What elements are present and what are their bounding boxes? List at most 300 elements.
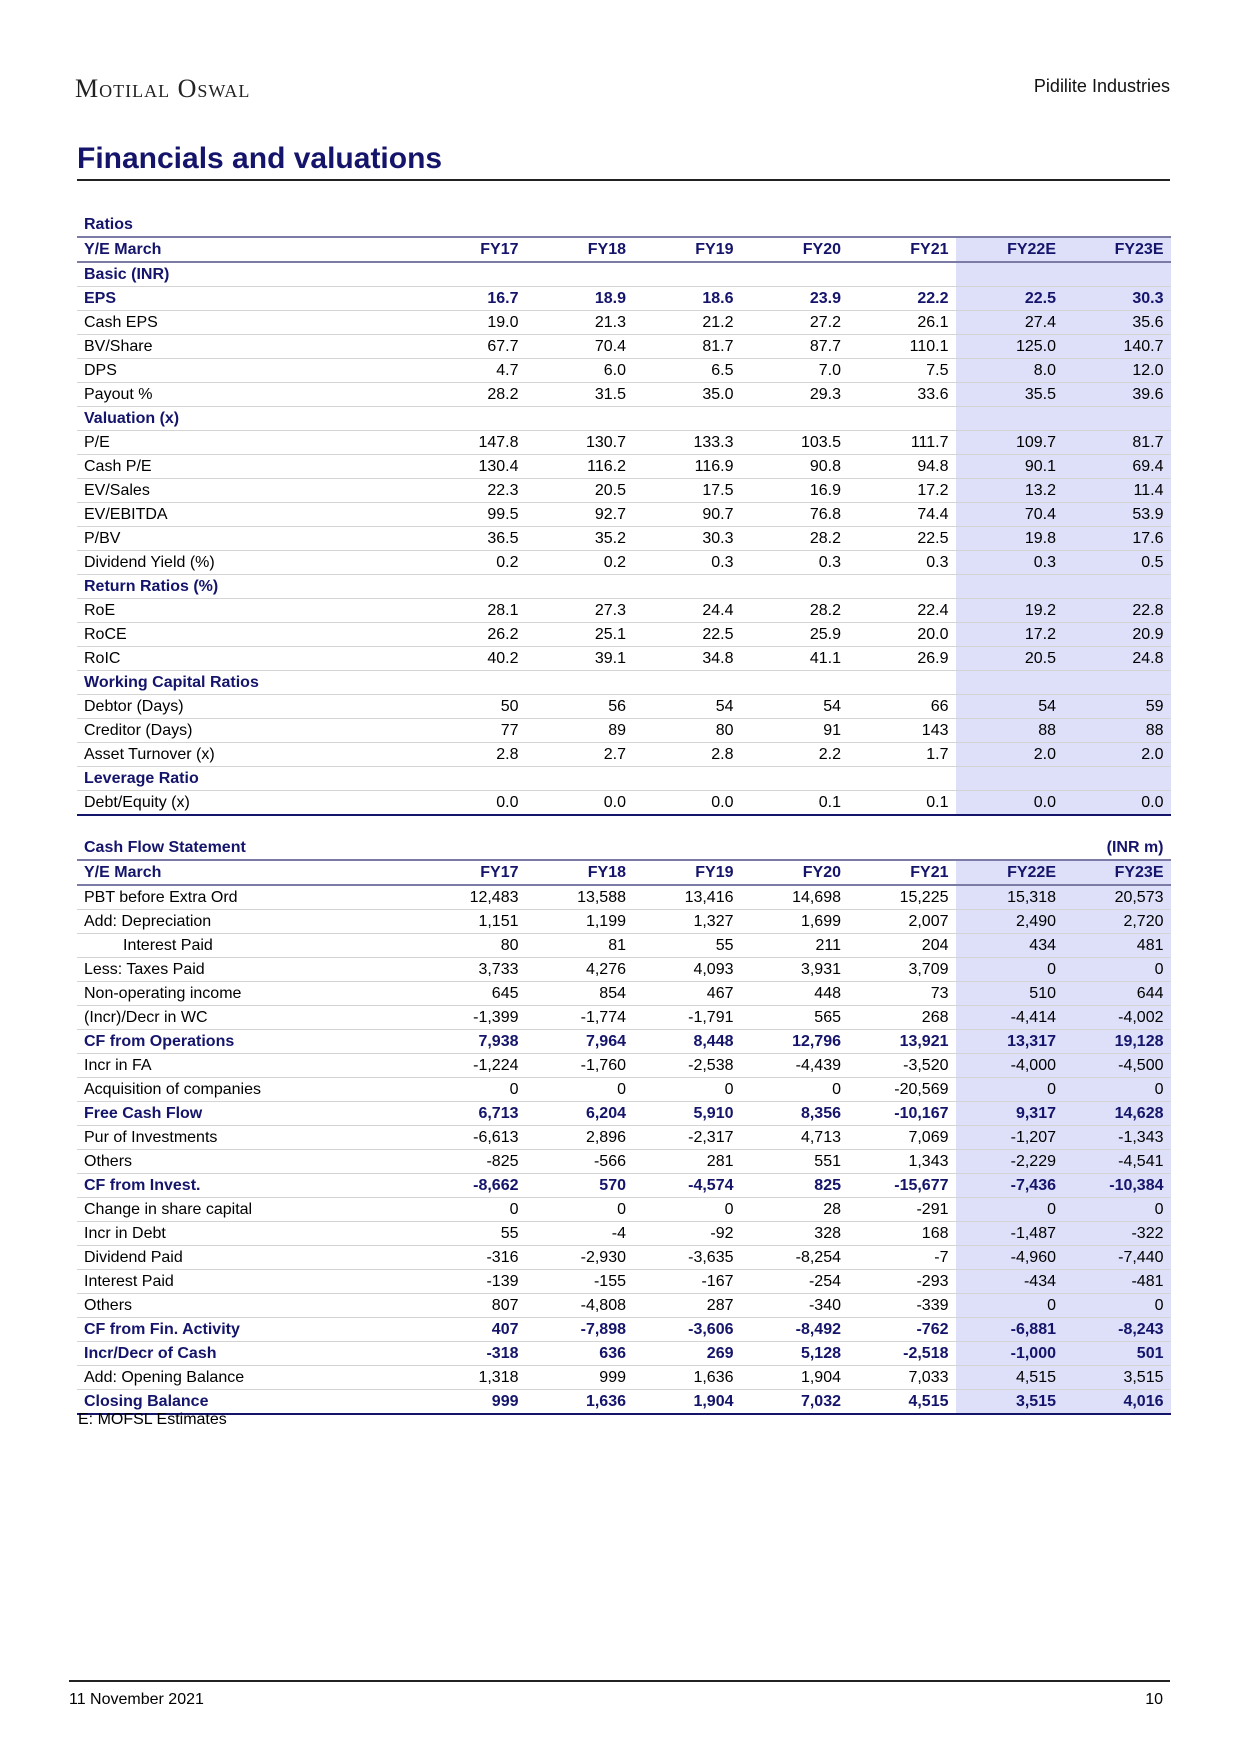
value-cell: 13,588 bbox=[526, 885, 634, 910]
value-cell: -10,384 bbox=[1063, 1174, 1171, 1198]
value-cell: -139 bbox=[418, 1270, 526, 1294]
value-cell: -6,881 bbox=[956, 1318, 1064, 1342]
value-cell: 0 bbox=[1063, 1198, 1171, 1222]
value-cell: 0 bbox=[526, 1078, 634, 1102]
value-cell: 19,128 bbox=[1063, 1030, 1171, 1054]
column-header: FY19 bbox=[633, 860, 741, 885]
value-cell bbox=[633, 407, 741, 431]
row-label: CF from Fin. Activity bbox=[77, 1318, 418, 1342]
value-cell: 448 bbox=[741, 982, 849, 1006]
row-label: Closing Balance bbox=[77, 1390, 418, 1415]
value-cell: -8,243 bbox=[1063, 1318, 1171, 1342]
value-cell: -434 bbox=[956, 1270, 1064, 1294]
value-cell: 30.3 bbox=[1063, 287, 1171, 311]
value-cell: 570 bbox=[526, 1174, 634, 1198]
value-cell: 18.6 bbox=[633, 287, 741, 311]
value-cell: 11.4 bbox=[1063, 479, 1171, 503]
row-label: Add: Opening Balance bbox=[77, 1366, 418, 1390]
value-cell bbox=[418, 407, 526, 431]
value-cell: 0.0 bbox=[418, 791, 526, 816]
row-label: Interest Paid bbox=[77, 1270, 418, 1294]
value-cell: -6,613 bbox=[418, 1126, 526, 1150]
value-cell: 825 bbox=[741, 1174, 849, 1198]
row-label: Add: Depreciation bbox=[77, 910, 418, 934]
value-cell: 12,796 bbox=[741, 1030, 849, 1054]
value-cell: -167 bbox=[633, 1270, 741, 1294]
row-label: Basic (INR) bbox=[77, 262, 418, 287]
empty-cell bbox=[633, 836, 741, 860]
table-row bbox=[77, 1366, 1171, 1390]
column-header: FY18 bbox=[526, 860, 634, 885]
value-cell: 13,921 bbox=[848, 1030, 956, 1054]
column-header: FY21 bbox=[848, 860, 956, 885]
table-row bbox=[77, 623, 1171, 647]
row-label: Acquisition of companies bbox=[77, 1078, 418, 1102]
table-row bbox=[77, 1102, 1171, 1126]
value-cell: 20.0 bbox=[848, 623, 956, 647]
row-label: Dividend Paid bbox=[77, 1246, 418, 1270]
value-cell: 2,720 bbox=[1063, 910, 1171, 934]
value-cell: 29.3 bbox=[741, 383, 849, 407]
value-cell: 551 bbox=[741, 1150, 849, 1174]
table-row bbox=[77, 311, 1171, 335]
table-row bbox=[77, 455, 1171, 479]
value-cell: 636 bbox=[526, 1342, 634, 1366]
value-cell: -4,414 bbox=[956, 1006, 1064, 1030]
value-cell: 39.1 bbox=[526, 647, 634, 671]
value-cell: 481 bbox=[1063, 934, 1171, 958]
value-cell: 17.2 bbox=[956, 623, 1064, 647]
value-cell: -1,000 bbox=[956, 1342, 1064, 1366]
value-cell bbox=[956, 407, 1064, 431]
value-cell bbox=[418, 262, 526, 287]
value-cell: 109.7 bbox=[956, 431, 1064, 455]
value-cell: 2,007 bbox=[848, 910, 956, 934]
value-cell: 6,713 bbox=[418, 1102, 526, 1126]
value-cell: -4,500 bbox=[1063, 1054, 1171, 1078]
table-row bbox=[77, 934, 1171, 958]
row-label: Incr in Debt bbox=[77, 1222, 418, 1246]
section-row bbox=[77, 767, 1171, 791]
value-cell: 999 bbox=[418, 1390, 526, 1415]
table-row bbox=[77, 791, 1171, 816]
value-cell: 54 bbox=[956, 695, 1064, 719]
value-cell bbox=[741, 262, 849, 287]
value-cell bbox=[418, 767, 526, 791]
value-cell: -7,436 bbox=[956, 1174, 1064, 1198]
row-label: Asset Turnover (x) bbox=[77, 743, 418, 767]
value-cell: 54 bbox=[741, 695, 849, 719]
row-label: RoE bbox=[77, 599, 418, 623]
value-cell: 90.1 bbox=[956, 455, 1064, 479]
cashflow-body bbox=[77, 836, 1171, 1414]
value-cell: 4,713 bbox=[741, 1126, 849, 1150]
value-cell: 0.1 bbox=[848, 791, 956, 816]
value-cell bbox=[418, 575, 526, 599]
value-cell: 7,964 bbox=[526, 1030, 634, 1054]
table-row bbox=[77, 1150, 1171, 1174]
value-cell: -1,760 bbox=[526, 1054, 634, 1078]
value-cell: 54 bbox=[633, 695, 741, 719]
value-cell: -155 bbox=[526, 1270, 634, 1294]
value-cell: 1,343 bbox=[848, 1150, 956, 1174]
value-cell bbox=[633, 767, 741, 791]
table-row bbox=[77, 1318, 1171, 1342]
value-cell: 17.6 bbox=[1063, 527, 1171, 551]
row-label: Payout % bbox=[77, 383, 418, 407]
column-header: FY18 bbox=[526, 237, 634, 262]
value-cell: 0.0 bbox=[633, 791, 741, 816]
value-cell: 16.7 bbox=[418, 287, 526, 311]
empty-cell bbox=[741, 836, 849, 860]
value-cell: 23.9 bbox=[741, 287, 849, 311]
value-cell: 6.5 bbox=[633, 359, 741, 383]
section-row bbox=[77, 262, 1171, 287]
column-header: Y/E March bbox=[77, 860, 418, 885]
value-cell: 4.7 bbox=[418, 359, 526, 383]
table-row bbox=[77, 431, 1171, 455]
value-cell: 20.5 bbox=[526, 479, 634, 503]
table-row bbox=[77, 719, 1171, 743]
value-cell: -1,487 bbox=[956, 1222, 1064, 1246]
table-row bbox=[77, 1294, 1171, 1318]
value-cell: 2.0 bbox=[1063, 743, 1171, 767]
value-cell: 74.4 bbox=[848, 503, 956, 527]
value-cell bbox=[526, 407, 634, 431]
value-cell: 28.1 bbox=[418, 599, 526, 623]
table-row bbox=[77, 982, 1171, 1006]
value-cell: 467 bbox=[633, 982, 741, 1006]
value-cell: 35.6 bbox=[1063, 311, 1171, 335]
value-cell: 1,636 bbox=[526, 1390, 634, 1415]
row-label: (Incr)/Decr in WC bbox=[77, 1006, 418, 1030]
value-cell: 90.8 bbox=[741, 455, 849, 479]
row-label: Interest Paid bbox=[77, 934, 418, 958]
value-cell: 25.1 bbox=[526, 623, 634, 647]
value-cell: -4,439 bbox=[741, 1054, 849, 1078]
empty-cell bbox=[418, 836, 526, 860]
table-row bbox=[77, 1078, 1171, 1102]
value-cell: 70.4 bbox=[956, 503, 1064, 527]
value-cell: 14,698 bbox=[741, 885, 849, 910]
value-cell: 19.0 bbox=[418, 311, 526, 335]
value-cell: 18.9 bbox=[526, 287, 634, 311]
table-row bbox=[77, 1246, 1171, 1270]
value-cell: 8.0 bbox=[956, 359, 1064, 383]
value-cell: 22.4 bbox=[848, 599, 956, 623]
row-label: Valuation (x) bbox=[77, 407, 418, 431]
row-label: DPS bbox=[77, 359, 418, 383]
value-cell: 6.0 bbox=[526, 359, 634, 383]
value-cell: 33.6 bbox=[848, 383, 956, 407]
value-cell: 39.6 bbox=[1063, 383, 1171, 407]
value-cell: 2.8 bbox=[633, 743, 741, 767]
table-row bbox=[77, 1006, 1171, 1030]
row-label: Return Ratios (%) bbox=[77, 575, 418, 599]
table-row bbox=[77, 479, 1171, 503]
value-cell: 4,093 bbox=[633, 958, 741, 982]
value-cell bbox=[848, 671, 956, 695]
value-cell: -20,569 bbox=[848, 1078, 956, 1102]
value-cell: 20.5 bbox=[956, 647, 1064, 671]
value-cell: 22.8 bbox=[1063, 599, 1171, 623]
row-label: CF from Operations bbox=[77, 1030, 418, 1054]
value-cell: 80 bbox=[633, 719, 741, 743]
value-cell: 24.4 bbox=[633, 599, 741, 623]
value-cell: 15,318 bbox=[956, 885, 1064, 910]
value-cell: 26.2 bbox=[418, 623, 526, 647]
row-label: Leverage Ratio bbox=[77, 767, 418, 791]
value-cell: -1,399 bbox=[418, 1006, 526, 1030]
row-label: Non-operating income bbox=[77, 982, 418, 1006]
value-cell: 20,573 bbox=[1063, 885, 1171, 910]
table-row bbox=[77, 1222, 1171, 1246]
value-cell: -1,343 bbox=[1063, 1126, 1171, 1150]
value-cell: 35.5 bbox=[956, 383, 1064, 407]
value-cell: 5,128 bbox=[741, 1342, 849, 1366]
value-cell: 287 bbox=[633, 1294, 741, 1318]
section-row bbox=[77, 407, 1171, 431]
value-cell: 125.0 bbox=[956, 335, 1064, 359]
footnote: E: MOFSL Estimates bbox=[78, 1411, 227, 1428]
table-row bbox=[77, 551, 1171, 575]
value-cell: 501 bbox=[1063, 1342, 1171, 1366]
value-cell: 28.2 bbox=[741, 527, 849, 551]
value-cell: 0 bbox=[956, 1198, 1064, 1222]
table-row bbox=[77, 1126, 1171, 1150]
ratios-table bbox=[77, 213, 1171, 816]
cashflow-table bbox=[77, 836, 1171, 1415]
value-cell: 1,151 bbox=[418, 910, 526, 934]
empty-cell bbox=[526, 836, 634, 860]
value-cell: 1.7 bbox=[848, 743, 956, 767]
row-label: Incr in FA bbox=[77, 1054, 418, 1078]
value-cell: -825 bbox=[418, 1150, 526, 1174]
empty-cell bbox=[633, 213, 741, 237]
value-cell: 281 bbox=[633, 1150, 741, 1174]
value-cell: 21.3 bbox=[526, 311, 634, 335]
value-cell bbox=[741, 575, 849, 599]
value-cell bbox=[848, 767, 956, 791]
row-label: Free Cash Flow bbox=[77, 1102, 418, 1126]
value-cell: 3,515 bbox=[1063, 1366, 1171, 1390]
value-cell: -8,254 bbox=[741, 1246, 849, 1270]
row-label: EPS bbox=[77, 287, 418, 311]
value-cell: -1,774 bbox=[526, 1006, 634, 1030]
value-cell: -254 bbox=[741, 1270, 849, 1294]
value-cell: 999 bbox=[526, 1366, 634, 1390]
table-row bbox=[77, 1030, 1171, 1054]
value-cell: 14,628 bbox=[1063, 1102, 1171, 1126]
value-cell: 55 bbox=[633, 934, 741, 958]
value-cell: 2,896 bbox=[526, 1126, 634, 1150]
value-cell: 88 bbox=[1063, 719, 1171, 743]
value-cell: 7,032 bbox=[741, 1390, 849, 1415]
value-cell: -291 bbox=[848, 1198, 956, 1222]
row-label: EV/EBITDA bbox=[77, 503, 418, 527]
company-name: Pidilite Industries bbox=[1033, 76, 1170, 96]
value-cell: 143 bbox=[848, 719, 956, 743]
value-cell bbox=[956, 262, 1064, 287]
value-cell: 0 bbox=[1063, 1078, 1171, 1102]
value-cell: 27.3 bbox=[526, 599, 634, 623]
value-cell: 2.2 bbox=[741, 743, 849, 767]
value-cell: 3,515 bbox=[956, 1390, 1064, 1415]
value-cell: 4,016 bbox=[1063, 1390, 1171, 1415]
value-cell: 269 bbox=[633, 1342, 741, 1366]
value-cell: 30.3 bbox=[633, 527, 741, 551]
value-cell: 8,356 bbox=[741, 1102, 849, 1126]
value-cell: -10,167 bbox=[848, 1102, 956, 1126]
value-cell: 0 bbox=[1063, 958, 1171, 982]
value-cell: 13,317 bbox=[956, 1030, 1064, 1054]
value-cell: 0 bbox=[741, 1078, 849, 1102]
row-label: Dividend Yield (%) bbox=[77, 551, 418, 575]
value-cell: -8,492 bbox=[741, 1318, 849, 1342]
value-cell: 28 bbox=[741, 1198, 849, 1222]
value-cell: 434 bbox=[956, 934, 1064, 958]
value-cell: 31.5 bbox=[526, 383, 634, 407]
value-cell: 89 bbox=[526, 719, 634, 743]
column-header: FY23E bbox=[1063, 860, 1171, 885]
value-cell: 41.1 bbox=[741, 647, 849, 671]
value-cell: 55 bbox=[418, 1222, 526, 1246]
empty-cell bbox=[848, 836, 956, 860]
value-cell bbox=[1063, 671, 1171, 695]
table-title-row bbox=[77, 836, 1171, 860]
table-row bbox=[77, 599, 1171, 623]
value-cell: 66 bbox=[848, 695, 956, 719]
table-row bbox=[77, 359, 1171, 383]
value-cell: 328 bbox=[741, 1222, 849, 1246]
value-cell: 91 bbox=[741, 719, 849, 743]
value-cell: -8,662 bbox=[418, 1174, 526, 1198]
value-cell bbox=[956, 575, 1064, 599]
value-cell: 110.1 bbox=[848, 335, 956, 359]
value-cell: 1,327 bbox=[633, 910, 741, 934]
value-cell: 87.7 bbox=[741, 335, 849, 359]
value-cell: 1,904 bbox=[741, 1366, 849, 1390]
value-cell: -2,538 bbox=[633, 1054, 741, 1078]
value-cell: 36.5 bbox=[418, 527, 526, 551]
value-cell: 0.3 bbox=[741, 551, 849, 575]
value-cell: 3,709 bbox=[848, 958, 956, 982]
row-label: Cash EPS bbox=[77, 311, 418, 335]
value-cell: 0.0 bbox=[526, 791, 634, 816]
table-row bbox=[77, 647, 1171, 671]
value-cell: 0.3 bbox=[633, 551, 741, 575]
row-label: RoCE bbox=[77, 623, 418, 647]
value-cell: 0.0 bbox=[1063, 791, 1171, 816]
empty-cell bbox=[956, 213, 1064, 237]
value-cell: -4,002 bbox=[1063, 1006, 1171, 1030]
row-label: Creditor (Days) bbox=[77, 719, 418, 743]
value-cell bbox=[633, 262, 741, 287]
value-cell: 4,515 bbox=[956, 1366, 1064, 1390]
value-cell: 3,931 bbox=[741, 958, 849, 982]
value-cell: 50 bbox=[418, 695, 526, 719]
value-cell: 0 bbox=[1063, 1294, 1171, 1318]
value-cell: 69.4 bbox=[1063, 455, 1171, 479]
value-cell: 0.0 bbox=[956, 791, 1064, 816]
value-cell: 19.2 bbox=[956, 599, 1064, 623]
value-cell: -2,229 bbox=[956, 1150, 1064, 1174]
row-label: PBT before Extra Ord bbox=[77, 885, 418, 910]
value-cell bbox=[633, 575, 741, 599]
table-row bbox=[77, 695, 1171, 719]
value-cell: 9,317 bbox=[956, 1102, 1064, 1126]
value-cell: 645 bbox=[418, 982, 526, 1006]
value-cell: 644 bbox=[1063, 982, 1171, 1006]
value-cell bbox=[956, 767, 1064, 791]
row-label: Incr/Decr of Cash bbox=[77, 1342, 418, 1366]
value-cell: 81 bbox=[526, 934, 634, 958]
value-cell: 0 bbox=[418, 1198, 526, 1222]
page-number: 10 bbox=[1145, 1691, 1163, 1708]
table-row bbox=[77, 383, 1171, 407]
value-cell: 81.7 bbox=[633, 335, 741, 359]
row-label: Debtor (Days) bbox=[77, 695, 418, 719]
column-header: Y/E March bbox=[77, 237, 418, 262]
value-cell bbox=[526, 575, 634, 599]
value-cell: 13,416 bbox=[633, 885, 741, 910]
value-cell: -15,677 bbox=[848, 1174, 956, 1198]
value-cell: 40.2 bbox=[418, 647, 526, 671]
title-divider bbox=[77, 179, 1170, 181]
value-cell: -762 bbox=[848, 1318, 956, 1342]
value-cell: 20.9 bbox=[1063, 623, 1171, 647]
value-cell: -92 bbox=[633, 1222, 741, 1246]
value-cell: -566 bbox=[526, 1150, 634, 1174]
empty-cell bbox=[956, 836, 1064, 860]
value-cell: 22.2 bbox=[848, 287, 956, 311]
value-cell: 2,490 bbox=[956, 910, 1064, 934]
value-cell: 407 bbox=[418, 1318, 526, 1342]
column-header: FY17 bbox=[418, 860, 526, 885]
brand-logo: Motilal Oswal bbox=[75, 74, 251, 103]
value-cell: 77 bbox=[418, 719, 526, 743]
value-cell: 15,225 bbox=[848, 885, 956, 910]
value-cell: 34.8 bbox=[633, 647, 741, 671]
table-row bbox=[77, 1342, 1171, 1366]
value-cell: -318 bbox=[418, 1342, 526, 1366]
value-cell: 17.2 bbox=[848, 479, 956, 503]
value-cell: 81.7 bbox=[1063, 431, 1171, 455]
value-cell: 59 bbox=[1063, 695, 1171, 719]
value-cell bbox=[1063, 767, 1171, 791]
value-cell bbox=[741, 407, 849, 431]
row-label: Debt/Equity (x) bbox=[77, 791, 418, 816]
value-cell: 88 bbox=[956, 719, 1064, 743]
value-cell bbox=[418, 671, 526, 695]
table-title-row bbox=[77, 213, 1171, 237]
value-cell: 76.8 bbox=[741, 503, 849, 527]
value-cell: 0 bbox=[633, 1078, 741, 1102]
value-cell: 0 bbox=[956, 958, 1064, 982]
value-cell: 116.2 bbox=[526, 455, 634, 479]
value-cell: 2.7 bbox=[526, 743, 634, 767]
value-cell: 22.5 bbox=[848, 527, 956, 551]
value-cell: 1,318 bbox=[418, 1366, 526, 1390]
value-cell bbox=[956, 671, 1064, 695]
column-header: FY20 bbox=[741, 860, 849, 885]
value-cell: 0.3 bbox=[848, 551, 956, 575]
value-cell: 28.2 bbox=[418, 383, 526, 407]
table-header-row bbox=[77, 237, 1171, 262]
table-unit bbox=[1063, 213, 1171, 237]
value-cell bbox=[848, 575, 956, 599]
value-cell: 21.2 bbox=[633, 311, 741, 335]
